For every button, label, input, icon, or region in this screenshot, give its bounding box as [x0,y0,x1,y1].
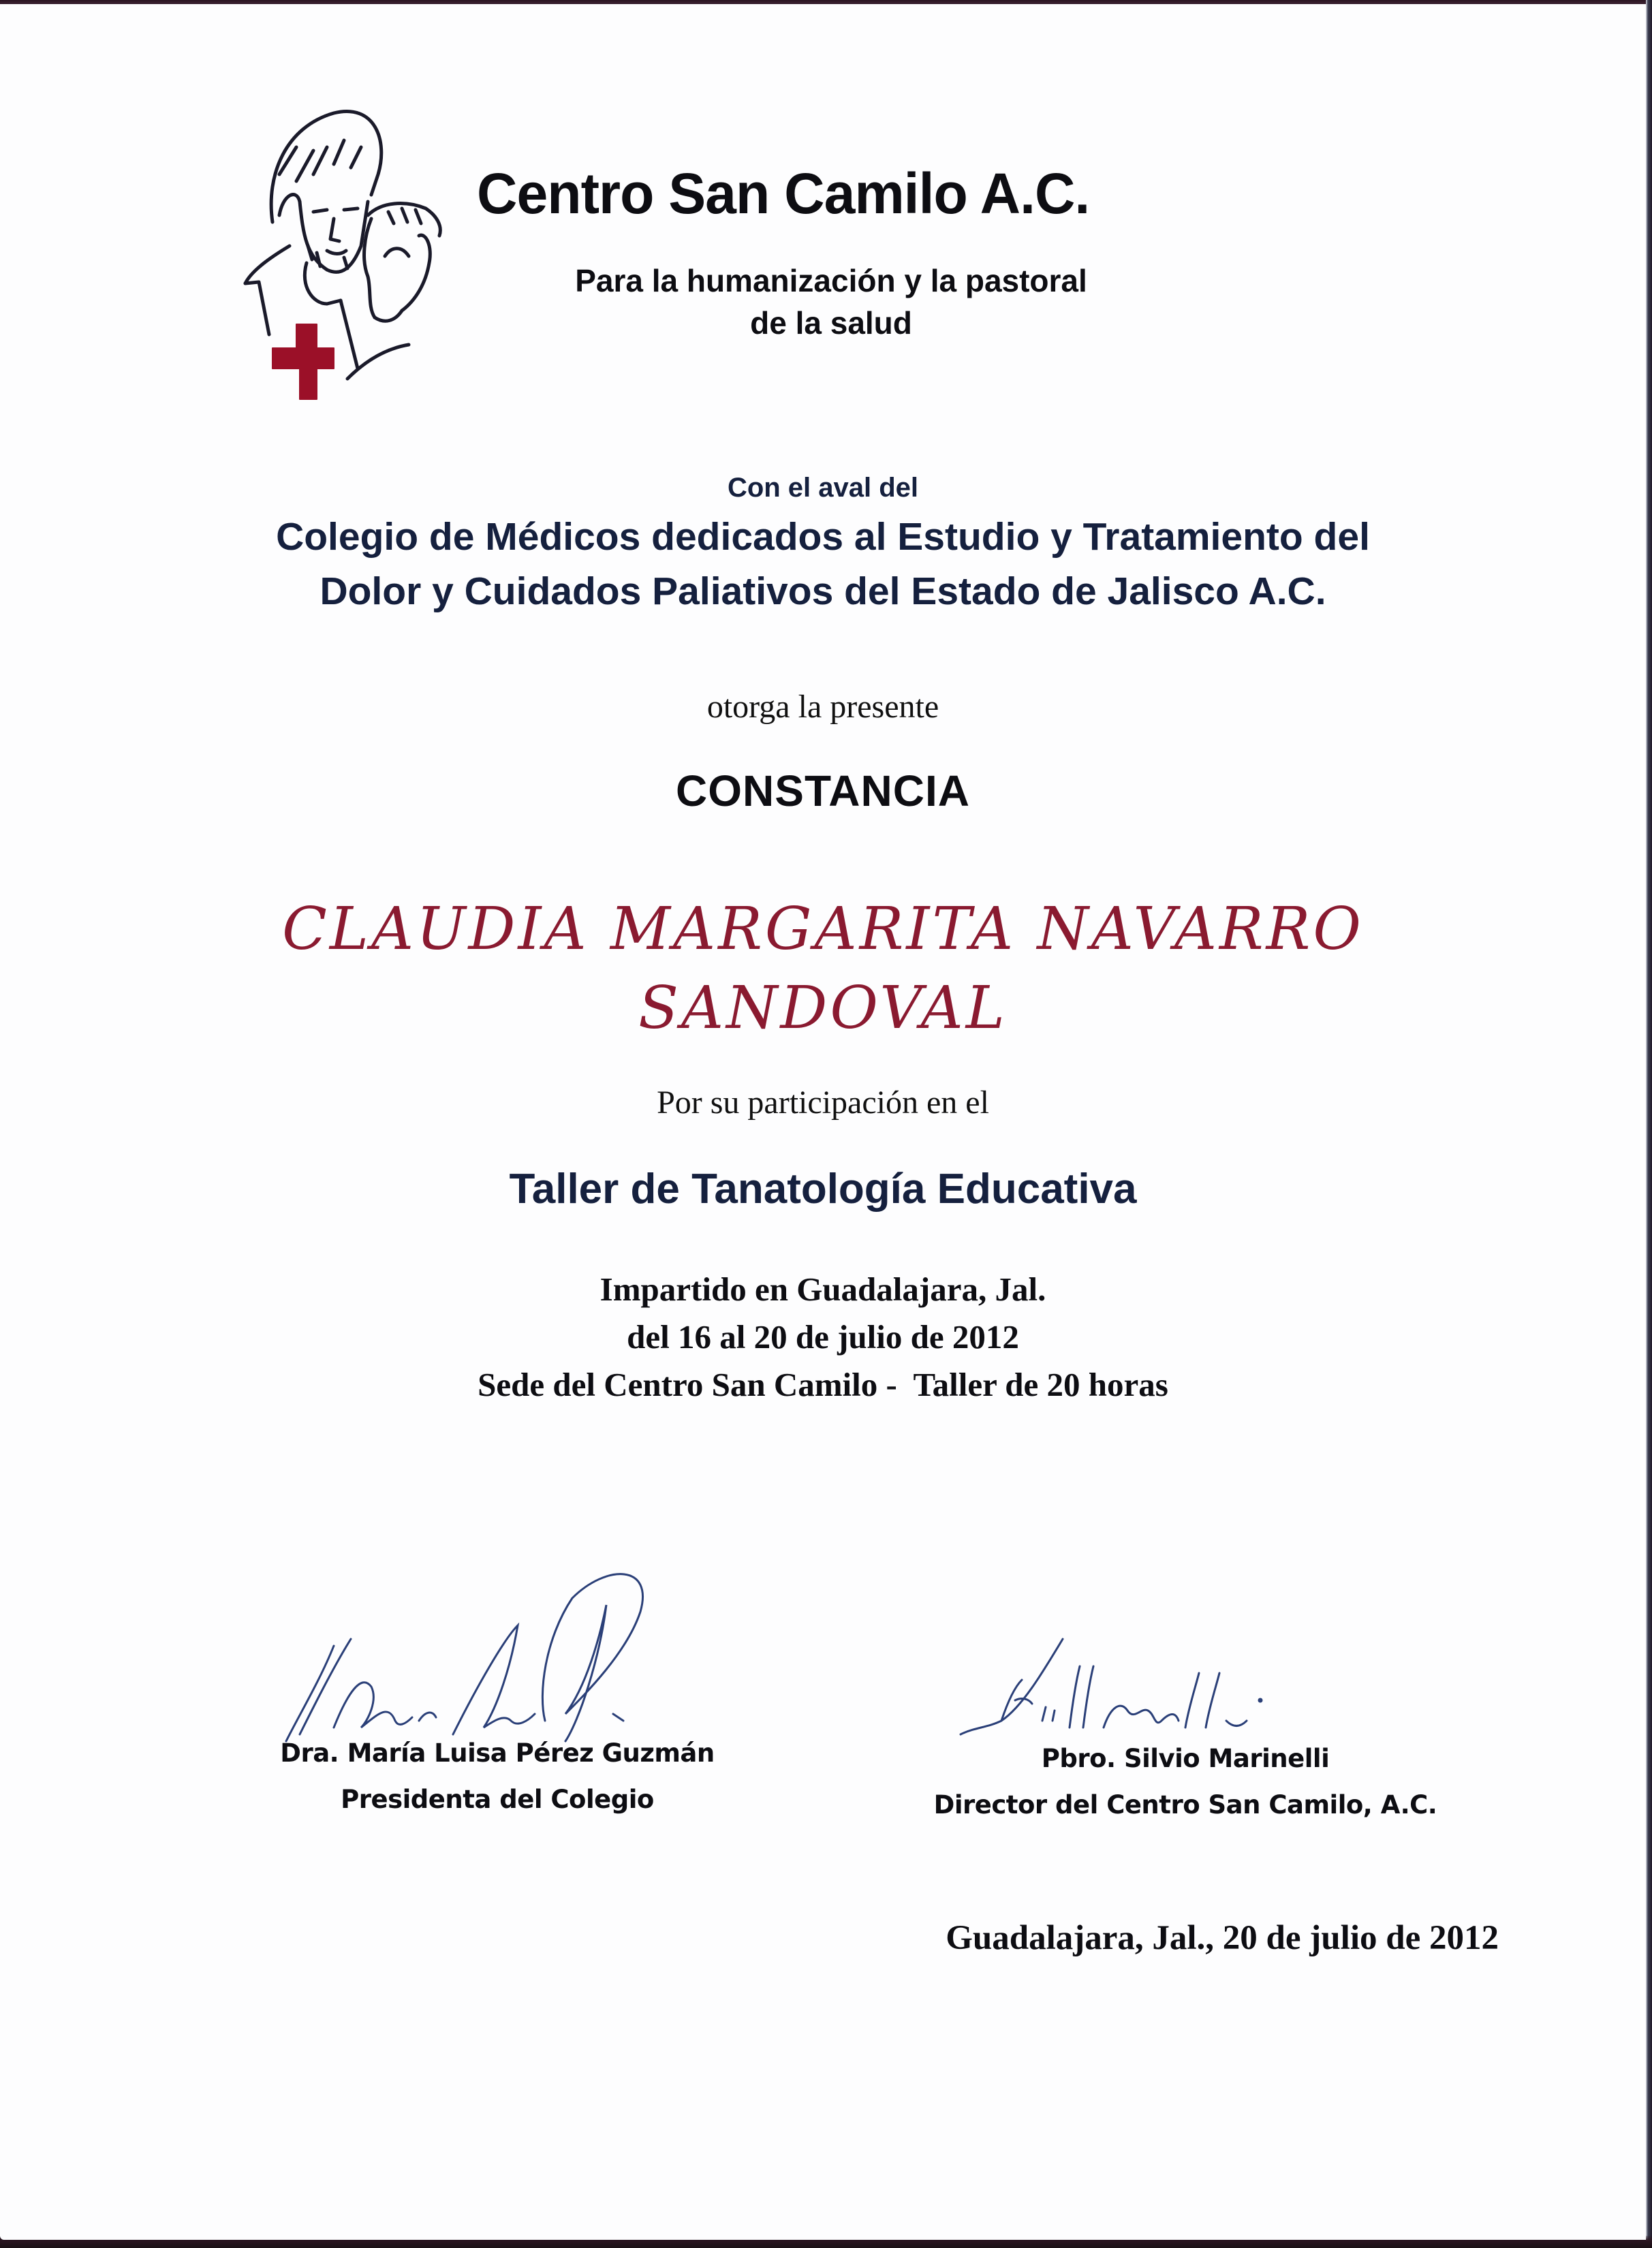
saint-camillus-logo-icon [232,99,470,406]
document-title: CONSTANCIA [676,766,970,815]
tagline-line-1: Para la humanización y la pastoral [575,263,1087,298]
organization-name: Centro San Camilo A.C. [477,161,1090,225]
issue-place-date: Guadalajara, Jal., 20 de julio de 2012 [946,1919,1499,1957]
signatory-right [872,1740,1499,1824]
endorsing-college-line-1: Colegio de Médicos dedicados al Estudio y Tratamiento del [276,515,1370,559]
signature-left-icon [259,1557,749,1762]
tagline-line-2: de la salud [750,305,912,341]
endorsement-intro: Con el aval del [727,473,919,503]
signatory-left-role: Presidenta del Colegio [341,1785,654,1814]
workshop-title: Taller de Tanatología Educativa [509,1166,1137,1213]
workshop-details [0,1266,1646,1409]
workshop-venue-hours: Sede del Centro San Camilo - Taller de 20 horas [478,1366,1168,1403]
recipient-name-line-1: CLAUDIA MARGARITA NAVARRO [282,895,1364,963]
participation-text: Por su participación en el [657,1084,989,1121]
signatory-right-role: Director del Centro San Camilo, A.C. [933,1790,1437,1820]
signatory-left [259,1734,736,1819]
endorsing-college [0,510,1646,619]
recipient-name [0,890,1646,1048]
certificate-page [0,4,1646,2240]
signature-right-icon [947,1625,1274,1748]
organization-tagline [490,260,1172,344]
workshop-dates: del 16 al 20 de julio de 2012 [627,1318,1019,1356]
workshop-location: Impartido en Guadalajara, Jal. [599,1270,1046,1308]
signatory-left-name: Dra. María Luisa Pérez Guzmán [280,1738,715,1768]
scan-edge-right [1646,0,1652,2248]
recipient-name-line-2: SANDOVAL [638,974,1008,1042]
signatory-right-name: Pbro. Silvio Marinelli [1041,1744,1330,1773]
grant-text: otorga la presente [706,689,939,725]
endorsing-college-line-2: Dolor y Cuidados Paliativos del Estado de Jalisco A.C. [320,569,1326,613]
